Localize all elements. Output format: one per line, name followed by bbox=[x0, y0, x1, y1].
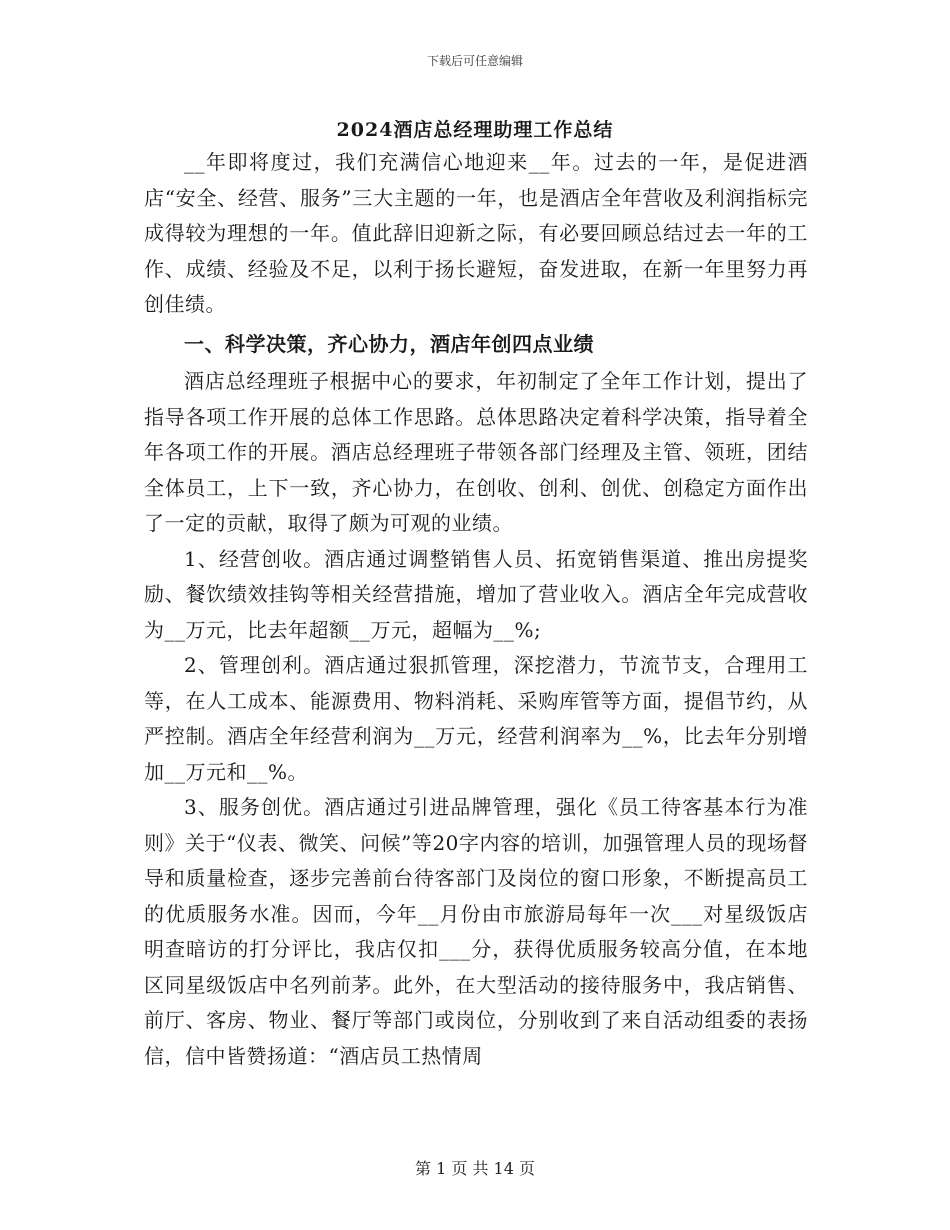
list-item-service: 3、服务创优。酒店通过引进品牌管理，强化《员工待客基本行为准则》关于“仪表、微笑、问候”等20字内容的培训，加强管理人员的现场督导和质量检查，逐步完善前台待客部门及岗位的窗口形象，不断提高员工的优质服务水准。因而，今年__月份由市旅游局每年一次___对星级饭店明查暗访的打分评比，我店仅扣___分，获得优质服务较高分值，在本地区同星级饭店中名列前茅。此外，在大型活动的接待服务中，我店销售、前厅、客房、物业、餐厅等部门或岗位，分别收到了来自活动组委的表扬信，信中皆赞扬道：“酒店员工热情周 bbox=[144, 795, 808, 1068]
intro-paragraph: __年即将度过，我们充满信心地迎来__年。过去的一年，是促进酒店“安全、经营、服务”三大主题的一年，也是酒店全年营收及利润指标完成得较为理想的一年。值此辞旧迎新之际，有必要回顾总结过去一年的工作、成绩、经验及不足，以利于扬长避短，奋发进取，在新一年里努力再创佳绩。 bbox=[144, 150, 808, 316]
list-item-revenue: 1、经营创收。酒店通过调整销售人员、拓宽销售渠道、推出房提奖励、餐饮绩效挂钩等相关经营措施，增加了营业收入。酒店全年完成营收为__万元，比去年超额__万元，超幅为__%; bbox=[144, 546, 808, 642]
document-title: 2024酒店总经理助理工作总结 bbox=[336, 119, 614, 141]
document-body bbox=[144, 145, 808, 1074]
page-number: 第 1 页 共 14 页 bbox=[415, 1159, 535, 1178]
header-note: 下载后可任意编辑 bbox=[426, 54, 523, 68]
section-heading: 一、科学决策，齐心协力，酒店年创四点业绩 bbox=[184, 331, 594, 356]
section-paragraph: 酒店总经理班子根据中心的要求，年初制定了全年工作计划，提出了指导各项工作开展的总体工作思路。总体思路决定着科学决策，指导着全年各项工作的开展。酒店总经理班子带领各部门经理及主管、领班，团结全体员工，上下一致，齐心协力，在创收、创利、创优、创稳定方面作出了一定的贡献，取得了颇为可观的业绩。 bbox=[144, 369, 808, 535]
list-item-profit: 2、管理创利。酒店通过狠抓管理，深挖潜力，节流节支，合理用工等，在人工成本、能源费用、物料消耗、采购库管等方面，提倡节约，从严控制。酒店全年经营利润为__万元，经营利润率为__%，比去年分别增加__万元和__%。 bbox=[144, 653, 808, 784]
